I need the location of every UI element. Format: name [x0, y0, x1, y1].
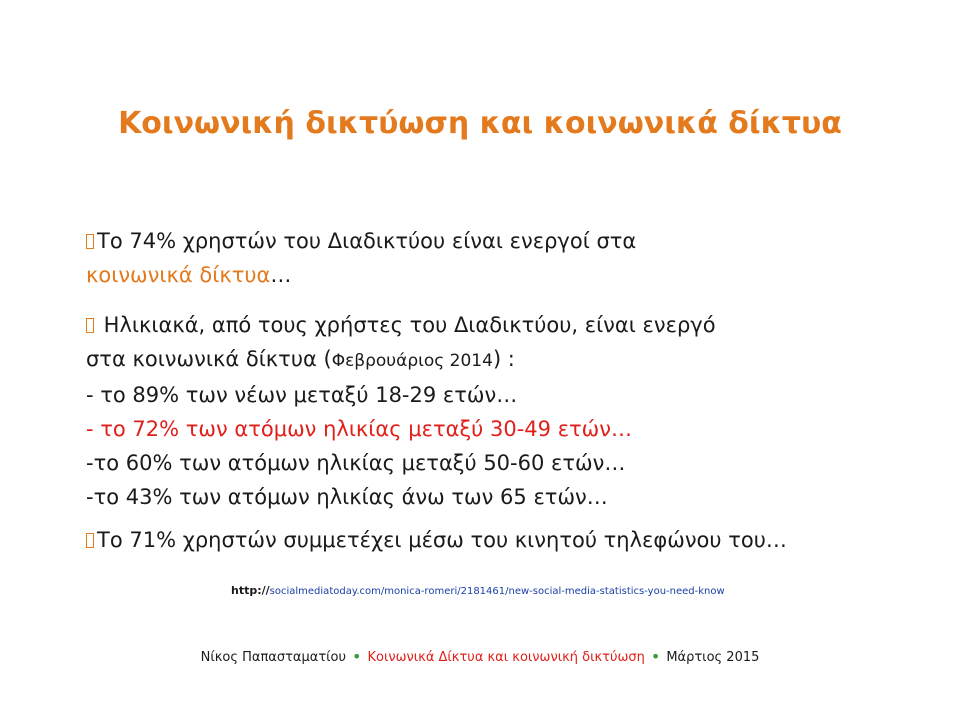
paragraph-text: Το 74% χρηστών του Διαδικτύου είναι ενεργοί στα: [97, 229, 637, 253]
paragraph-text: ) :: [492, 347, 515, 371]
footer-separator-icon: •: [650, 647, 661, 666]
source-protocol: http://: [231, 584, 270, 597]
bullet-icon: [86, 318, 94, 333]
statistic-paragraph-71: [86, 523, 787, 557]
paragraph-line: [86, 523, 787, 557]
age-group-50-60: -το 60% των ατόμων ηλικίας μεταξύ 50-60 ετών…: [86, 451, 626, 475]
source-link[interactable]: [231, 584, 725, 597]
paragraph-line: [86, 342, 716, 378]
source-url[interactable]: socialmediatoday.com/monica-romeri/2181461/new-social-media-statistics-you-need-know: [269, 586, 725, 597]
age-statistics-paragraph: [86, 308, 716, 514]
paragraph-line: [86, 308, 716, 342]
paragraph-text: …: [270, 263, 292, 287]
age-group-30-49: - το 72% των ατόμων ηλικίας μεταξύ 30-49 ετών…: [86, 417, 632, 441]
bullet-icon: [86, 533, 94, 548]
date-text: Φεβρουάριος 2014: [331, 351, 493, 371]
paragraph-text: Ηλικιακά, από τους χρήστες του Διαδικτύου, είναι ενεργό: [97, 313, 716, 337]
bullet-icon: [86, 234, 94, 249]
footer-date: Μάρτιος 2015: [666, 650, 760, 665]
highlight-text: κοινωνικά δίκτυα: [86, 263, 271, 287]
footer-title: Κοινωνικά Δίκτυα και κοινωνική δικτύωση: [367, 650, 645, 665]
footer-author: Νίκος Παπασταματίου: [200, 650, 347, 665]
paragraph-line: [86, 224, 636, 258]
statistic-paragraph-74: [86, 224, 636, 292]
footer-separator-icon: •: [352, 647, 362, 666]
paragraph-text: Το 71% χρηστών συμμετέχει μέσω του κινητού τηλεφώνου του…: [97, 528, 787, 552]
slide-footer: [0, 647, 960, 666]
paragraph-text: στα κοινωνικά δίκτυα (: [86, 347, 332, 371]
paragraph-line: [86, 258, 636, 292]
age-group-65-plus: -το 43% των ατόμων ηλικίας άνω των 65 ετών…: [86, 485, 608, 509]
age-group-18-29: - το 89% των νέων μεταξύ 18-29 ετών…: [86, 383, 518, 407]
slide-title: Κοινωνική δικτύωση και κοινωνικά δίκτυα: [118, 106, 842, 141]
